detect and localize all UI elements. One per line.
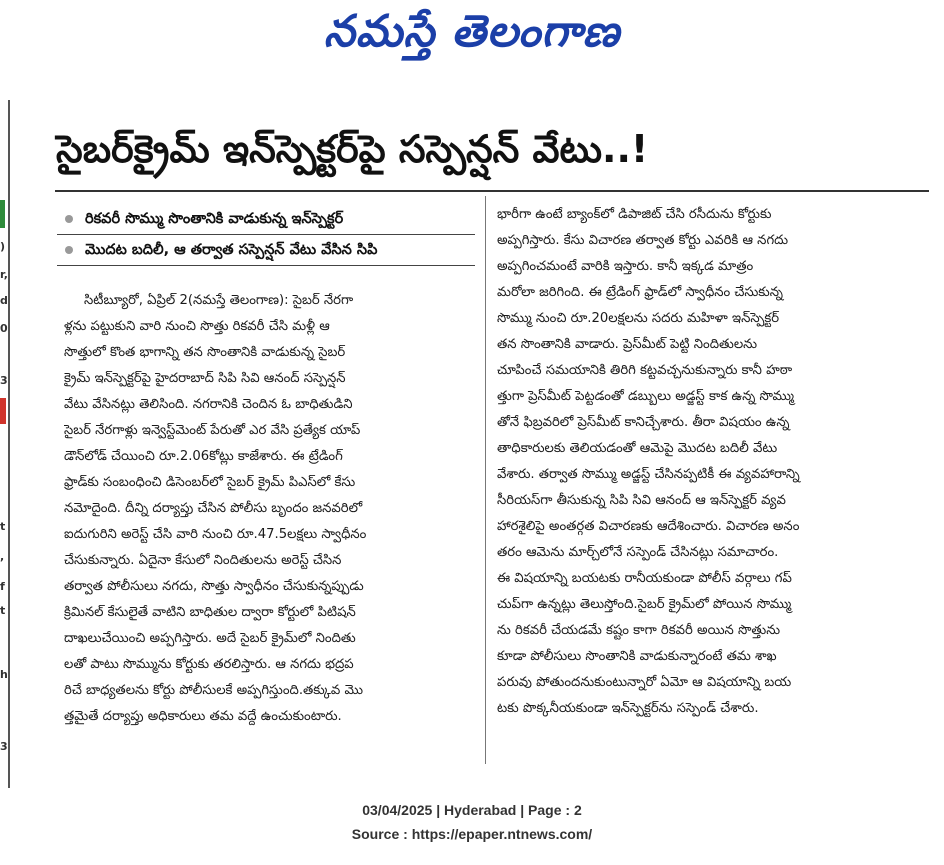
subheads-block xyxy=(57,204,475,266)
article-text-line: టకు పొక్కనీయకుండా ఇన్‌స్పెక్టర్‌ను సస్పెండ్‌ చేశారు. xyxy=(497,701,759,716)
subhead-item xyxy=(57,204,475,235)
bullet-icon xyxy=(65,246,73,254)
article-text-line: అప్పగించమంటే వారికి ఇస్తారు. కానీ ఇక్కడ మాత్రం xyxy=(497,259,754,274)
article-text-line: వేటు వేసినట్లు తెలిసింది. నగరానికి చెందిన ఓ బాధితుడిని xyxy=(64,397,353,412)
article-text-line: దాఖలుచేయించి అప్పగిస్తారు. అదే సైబర్‌ క్రైమ్‌లో నిందితు xyxy=(64,631,356,646)
source-link: Source : https://epaper.ntnews.com/ xyxy=(351,826,593,842)
article-text-line: త్తమైతే దర్యాప్తు అధికారులు తమ వద్దే ఉంచుకుంటారు. xyxy=(64,709,342,724)
article-right-column xyxy=(497,202,907,722)
adjacent-text-fragment: , xyxy=(0,550,5,563)
article-text-line: తరం ఆమెను మార్చ్‌లోనే సస్పెండ్‌ చేసినట్లు సమాచారం. xyxy=(497,545,779,560)
article-text-line: తాధికారులకు తెలియడంతో ఆమెపై మొదట బదిలీ వేటు xyxy=(497,441,778,456)
article-text-line: సొత్తులో కొంత భాగాన్ని తన సొంతానికి వాడుకున్న సైబర్‌ xyxy=(64,345,346,360)
adjacent-text-fragment: 3 xyxy=(0,374,8,387)
adjacent-green-marker xyxy=(0,200,5,228)
article-text-line: తన సొంతానికి వాడారు. ప్రెస్‌మీట్‌ పెట్టి నిందితులను xyxy=(497,337,758,352)
article-text-line: సొమ్ము నుంచి రూ.20లక్షలను సదరు మహిళా ఇన్‌స్పెక్టర్‌ xyxy=(497,311,780,326)
masthead xyxy=(0,0,944,80)
adjacent-text-fragment: t xyxy=(0,520,6,533)
article-text-line: పరువు పోతుందనుకుంటున్నారో ఏమో ఆ విషయాన్ని బయ xyxy=(497,675,792,690)
subhead-text: మొదట బదిలీ, ఆ తర్వాత సస్పెన్షన్‌ వేటు వేసిన సిపి xyxy=(85,242,378,258)
article-text-line: వేశారు. తర్వాత సొమ్ము అడ్జస్ట్‌ చేసినప్పటికీ ఈ వ్యవహారాన్ని xyxy=(497,467,800,482)
article-text-line: అప్పగిస్తారు. కేసు విచారణ తర్వాత కోర్టు ఎవరికి ఆ నగదు xyxy=(497,233,789,248)
subhead-item xyxy=(57,235,475,266)
article-text-line: ను రికవరీ చేయడమే కష్టం కాగా రికవరీ అయిన సొత్తును xyxy=(497,623,781,638)
article-text-line: ఫ్రాడ్‌కు సంబంధించి డిసెంబర్‌లో సైబర్‌ క్రైమ్‌ పిఎస్‌లో కేసు xyxy=(64,475,356,490)
adjacent-text-fragment: ) xyxy=(0,240,6,253)
article-left-column xyxy=(64,288,474,730)
article-text-line: చేసుకున్నారు. ఏదైనా కేసులో నిందితులను అరెస్ట్‌ చేసిన xyxy=(64,553,342,568)
article-text-line: సైబర్‌ నేరగాళ్లు ఇన్వెస్ట్‌మెంట్‌ పేరుతో ఎర వేసి ప్రత్యేక యాప్‌ xyxy=(64,423,361,438)
article-text-line: కూడా పోలీసులు సొంతానికి వాడుకున్నారంటే తమ శాఖ xyxy=(497,649,777,664)
edition-info: 03/04/2025 | Hyderabad | Page : 2 xyxy=(362,802,582,818)
article-text-line: హారశైలిపై అంతర్గత విచారణకు ఆదేశించారు. విచారణ అనం xyxy=(497,519,800,534)
adjacent-text-fragment: h xyxy=(0,668,8,681)
article-text-line: నమోదైంది. దీన్ని దర్యాప్తు చేసిన పోలీసు బృందం జనవరిలో xyxy=(64,501,363,516)
adjacent-text-fragment: 0 xyxy=(0,322,8,335)
article-text-line: లతో పాటు సొమ్మును కోర్టుకు తరలిస్తారు. ఆ నగదు భద్రప xyxy=(64,657,354,672)
headline-underline xyxy=(55,190,929,192)
adjacent-text-fragment: r, xyxy=(0,268,8,281)
adjacent-text-fragment: f xyxy=(0,580,5,593)
article-text-line: మరోలా జరిగింది. ఈ ట్రేడింగ్‌ ఫ్రాడ్‌లో స్వాధీనం చేసుకున్న xyxy=(497,285,783,300)
article-text-line: తోనే ఫిబ్రవరిలో ప్రెస్‌మీట్‌ కానిచ్చేశారు. తీరా విషయం ఉన్న xyxy=(497,415,790,430)
adjacent-text-fragment: 3 xyxy=(0,740,8,753)
article-text-line: ఐదుగురిని అరెస్ట్‌ చేసి వారి నుంచి రూ.47.5లక్షలు స్వాధీనం xyxy=(64,527,367,542)
article-text-line: తర్వాత పోలీసులు నగదు, సొత్తు స్వాధీనం చేసుకున్నప్పుడు xyxy=(64,579,364,594)
article-headline: సైబర్‌క్రైమ్‌ ఇన్‌స్పెక్టర్‌పై సస్పెన్షన్‌ వేటు..! xyxy=(56,127,649,171)
subhead-text: రికవరీ సొమ్ము సొంతానికి వాడుకున్న ఇన్‌స్పెక్టర్‌ xyxy=(85,211,344,227)
article-text-line: భారీగా ఉంటే బ్యాంక్‌లో డిపాజిట్‌ చేసి రసీదును కోర్టుకు xyxy=(497,207,772,222)
article-text-line: క్రిమినల్‌ కేసులైతే వాటిని బాధితుల ద్వారా కోర్టులో పిటిషన్‌ xyxy=(64,605,356,620)
bullet-icon xyxy=(65,215,73,223)
article-text-line: సిటీబ్యూరో, ఏప్రిల్‌ 2(నమస్తే తెలంగాణ): సైబర్‌ నేరగా xyxy=(84,293,354,308)
article-text-line: డౌన్‌లోడ్‌ చేయించి రూ.2.06కోట్లు కాజేశారు. ఈ ట్రేడింగ్‌ xyxy=(64,449,343,464)
article-text-line: చూపించే సమయానికి తిరిగి కట్టవచ్చనుకున్నారు కానీ హఠా xyxy=(497,363,793,378)
adjacent-text-fragment: d xyxy=(0,294,8,307)
page-footer xyxy=(0,798,944,846)
adjacent-text-fragment: t xyxy=(0,604,6,617)
article-text-line: చుప్‌గా ఉన్నట్లు తెలుస్తోంది.సైబర్‌ క్రైమ్‌లో పోయిన సొమ్ము xyxy=(497,597,792,612)
article-text-line: త్తుగా ప్రెస్‌మీట్‌ పెట్టడంతో డబ్బులు అడ్జస్ట్‌ కాక ఉన్న సొమ్ము xyxy=(497,389,795,404)
article-text-line: క్రైమ్‌ ఇన్‌స్పెక్టర్‌పై హైదరాబాద్‌ సిపి సివి ఆనంద్‌ సస్పెన్షన్‌ xyxy=(64,371,346,386)
article-text-line: సీరియస్‌గా తీసుకున్న సిపి సివి ఆనంద్‌ ఆ ఇన్‌స్పెక్టర్‌ వ్యవ xyxy=(497,493,786,508)
adjacent-red-marker xyxy=(0,398,6,424)
article-text-line: రిచే బాధ్యతలను కోర్టు పోలీసులకే అప్పగిస్తుంది.తక్కువ మొ xyxy=(64,683,363,698)
adjacent-column-rule xyxy=(8,100,10,788)
article-text-line: ళ్లను పట్టుకుని వారి నుంచి సొత్తు రికవరీ చేసి మళ్లీ ఆ xyxy=(64,319,330,334)
newspaper-logo-title: నమస్తే తెలంగాణ xyxy=(323,6,621,57)
article-text-line: ఈ విషయాన్ని బయటకు రానీయకుండా పోలీస్‌ వర్గాలు గప్‌ xyxy=(497,571,792,586)
column-divider xyxy=(485,196,486,764)
